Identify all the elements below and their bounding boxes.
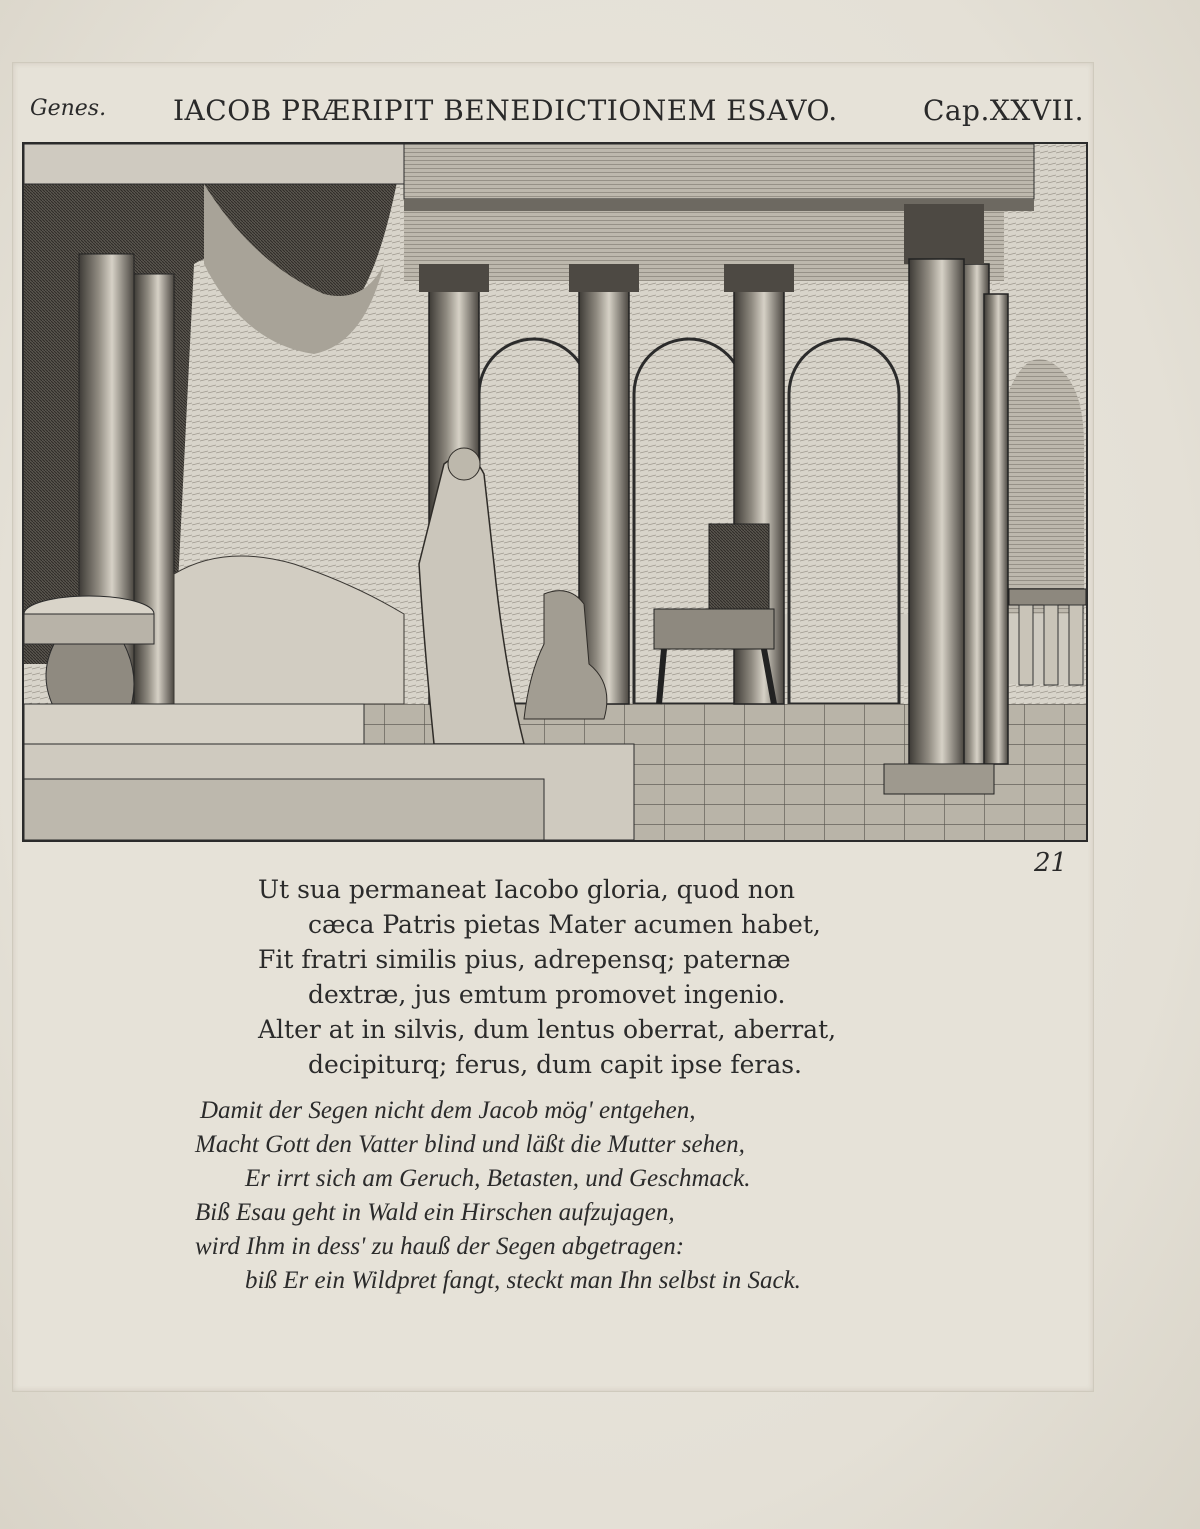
german-line: Biß Esau geht in Wald ein Hirschen aufzujagen, <box>195 1199 675 1226</box>
latin-line: Ut sua permaneat Iacobo gloria, quod non <box>258 875 795 904</box>
page-number: 21 <box>1034 848 1068 878</box>
latin-line: dextræ, jus emtum promovet ingenio. <box>308 980 786 1009</box>
german-line: Damit der Segen nicht dem Jacob mög' entgehen, <box>200 1097 696 1124</box>
latin-verse <box>258 872 958 1082</box>
german-line: Er irrt sich am Geruch, Betasten, und Geschmack. <box>245 1165 751 1192</box>
latin-line: decipiturq; ferus, dum capit ipse feras. <box>308 1050 802 1079</box>
german-line: biß Er ein Wildpret fangt, steckt man Ihn selbst in Sack. <box>245 1267 801 1294</box>
german-line: Macht Gott den Vatter blind und läßt die Mutter sehen, <box>195 1131 745 1158</box>
plate-header <box>18 92 1088 136</box>
latin-line: cæca Patris pietas Mater acumen habet, <box>308 910 821 939</box>
engraving-illustration <box>22 142 1088 842</box>
german-verse <box>195 1094 995 1298</box>
plate-title: IACOB PRÆRIPIT BENEDICTIONEM ESAVO. <box>173 94 838 127</box>
book-reference: Genes. <box>30 96 107 121</box>
latin-line: Alter at in silvis, dum lentus oberrat, aberrat, <box>258 1015 837 1044</box>
latin-line: Fit fratri similis pius, adrepensq; paternæ <box>258 945 791 974</box>
chapter-reference: Cap.XXVII. <box>922 94 1084 127</box>
german-line: wird Ihm in dess' zu hauß der Segen abgetragen: <box>195 1233 685 1260</box>
